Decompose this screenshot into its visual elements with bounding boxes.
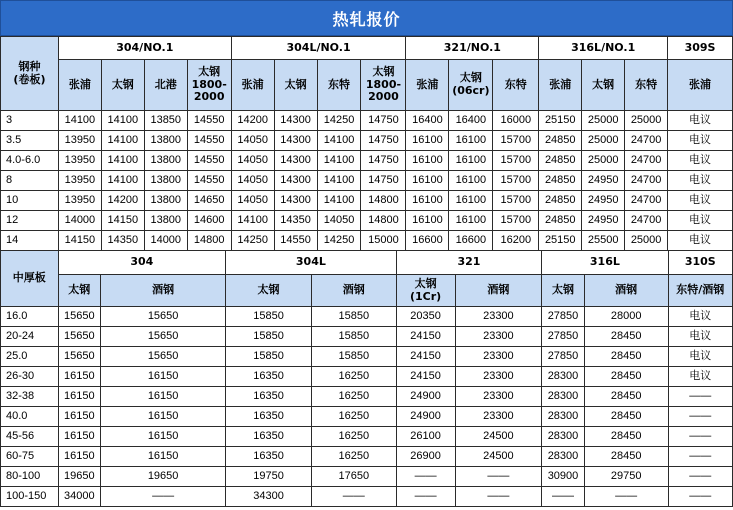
price-cell: 16000 (493, 111, 539, 131)
price-cell: 19750 (226, 467, 312, 487)
price-cell: 14250 (317, 111, 361, 131)
price-cell: 15850 (226, 307, 312, 327)
price-cell: 27850 (542, 347, 585, 367)
price-cell: 16400 (406, 111, 449, 131)
price-cell: 16150 (58, 387, 101, 407)
table-row (1, 111, 733, 131)
mill-header: 太钢 1800- 2000 (187, 60, 231, 111)
price-cell: 14100 (317, 131, 361, 151)
mill-header: 张浦 (58, 60, 101, 111)
price-cell: 28450 (584, 387, 668, 407)
price-cell: 电议 (668, 131, 733, 151)
price-cell: 15850 (311, 327, 396, 347)
price-cell: 24150 (396, 367, 455, 387)
price-cell: 16350 (226, 367, 312, 387)
price-cell: 15650 (58, 327, 101, 347)
price-cell: 14550 (187, 131, 231, 151)
thickness-cell: 26-30 (1, 367, 59, 387)
group-header: 304 (58, 251, 226, 275)
price-cell: 14100 (317, 171, 361, 191)
group-header: 304/NO.1 (58, 37, 231, 60)
price-cell: 24950 (582, 171, 625, 191)
price-cell: 24700 (625, 151, 668, 171)
price-cell: 14200 (231, 111, 274, 131)
table-row (1, 427, 733, 447)
price-cell: —— (542, 487, 585, 507)
mill-header: 北港 (144, 60, 187, 111)
price-cell: 16150 (101, 387, 226, 407)
price-cell: 24950 (582, 211, 625, 231)
table-row (1, 171, 733, 191)
price-cell: 13800 (144, 151, 187, 171)
price-cell: 15650 (58, 307, 101, 327)
row-label-steel-grade: 钢种 (卷板) (1, 37, 59, 111)
price-cell: 14550 (187, 171, 231, 191)
price-cell: 14050 (231, 171, 274, 191)
price-cell: —— (455, 467, 542, 487)
group-header: 304L (226, 251, 397, 275)
price-cell: 16100 (406, 151, 449, 171)
price-cell: 14100 (101, 171, 144, 191)
price-cell: 25000 (625, 111, 668, 131)
price-cell: 25000 (582, 151, 625, 171)
mill-header: 酒钢 (455, 275, 542, 307)
price-cell: 14150 (58, 231, 101, 251)
price-cell: 电议 (668, 151, 733, 171)
price-cell: 25150 (539, 111, 582, 131)
plate-table (0, 250, 733, 507)
thickness-cell: 8 (1, 171, 59, 191)
price-cell: 16250 (311, 427, 396, 447)
group-header: 321/NO.1 (406, 37, 539, 60)
price-cell: 电议 (668, 231, 733, 251)
price-cell: 14200 (101, 191, 144, 211)
price-cell: 15650 (58, 347, 101, 367)
price-cell: 16350 (226, 407, 312, 427)
thickness-cell: 4.0-6.0 (1, 151, 59, 171)
price-cell: 13850 (144, 111, 187, 131)
table-row (1, 467, 733, 487)
price-cell: 28300 (542, 447, 585, 467)
mill-header: 太钢 (274, 60, 317, 111)
price-cell: 15850 (226, 327, 312, 347)
price-cell: 16250 (311, 387, 396, 407)
mill-header: 太钢 (226, 275, 312, 307)
price-cell: 电议 (668, 347, 732, 367)
price-cell: 15700 (493, 211, 539, 231)
price-cell: 14250 (317, 231, 361, 251)
price-cell: 16100 (449, 191, 493, 211)
price-cell: 19650 (101, 467, 226, 487)
price-cell: 14550 (274, 231, 317, 251)
price-cell: 16150 (101, 447, 226, 467)
table-row (1, 151, 733, 171)
group-header: 316L (542, 251, 668, 275)
price-cell: 13950 (58, 171, 101, 191)
price-cell: 14050 (231, 131, 274, 151)
price-cell: 24900 (396, 387, 455, 407)
price-cell: 28300 (542, 427, 585, 447)
price-cell: 14350 (274, 211, 317, 231)
price-cell: 28450 (584, 347, 668, 367)
price-cell: 14100 (101, 151, 144, 171)
thickness-cell: 12 (1, 211, 59, 231)
price-cell: 14750 (361, 131, 406, 151)
price-cell: 15650 (101, 307, 226, 327)
price-cell: 电议 (668, 367, 732, 387)
price-cell: 14100 (101, 131, 144, 151)
price-cell: 15650 (101, 327, 226, 347)
price-cell: 24500 (455, 427, 542, 447)
price-cell: 15700 (493, 171, 539, 191)
table-row (1, 307, 733, 327)
price-cell: 24900 (396, 407, 455, 427)
table-row (1, 407, 733, 427)
price-cell: 14550 (187, 111, 231, 131)
price-cell: 14600 (187, 211, 231, 231)
price-cell: 16150 (101, 367, 226, 387)
price-cell: 16100 (449, 151, 493, 171)
table-row (1, 231, 733, 251)
price-cell: 14750 (361, 151, 406, 171)
price-cell: 16150 (58, 367, 101, 387)
price-cell: 28450 (584, 447, 668, 467)
price-cell: 14000 (58, 211, 101, 231)
price-cell: —— (396, 487, 455, 507)
price-cell: 14800 (361, 211, 406, 231)
price-cell: 34300 (226, 487, 312, 507)
sheet-title: 热轧报价 (0, 0, 733, 36)
price-cell: 14250 (231, 231, 274, 251)
price-cell: 16150 (58, 447, 101, 467)
price-cell: 14000 (144, 231, 187, 251)
price-cell: 13800 (144, 211, 187, 231)
price-cell: 16150 (58, 427, 101, 447)
mill-header: 太钢 (542, 275, 585, 307)
price-cell: 23300 (455, 347, 542, 367)
price-cell: 14650 (187, 191, 231, 211)
price-cell: 16100 (406, 191, 449, 211)
price-cell: 14800 (361, 191, 406, 211)
price-cell: 28450 (584, 367, 668, 387)
price-cell: —— (668, 427, 732, 447)
thickness-cell: 10 (1, 191, 59, 211)
mill-header: 东特 (625, 60, 668, 111)
price-cell: 23300 (455, 407, 542, 427)
thickness-cell: 100-150 (1, 487, 59, 507)
price-cell: 16100 (449, 131, 493, 151)
group-header: 310S (668, 251, 732, 275)
price-cell: 16100 (449, 211, 493, 231)
price-cell: 14750 (361, 111, 406, 131)
price-cell: 25000 (582, 131, 625, 151)
table-row (1, 447, 733, 467)
group-header: 316L/NO.1 (539, 37, 668, 60)
price-cell: 电议 (668, 191, 733, 211)
price-cell: 16150 (101, 407, 226, 427)
price-cell: 27850 (542, 307, 585, 327)
price-cell: 14300 (274, 151, 317, 171)
mill-header: 酒钢 (101, 275, 226, 307)
price-cell: 16250 (311, 447, 396, 467)
price-cell: 13800 (144, 171, 187, 191)
price-cell: 15700 (493, 151, 539, 171)
price-cell: 14100 (58, 111, 101, 131)
thickness-cell: 14 (1, 231, 59, 251)
thickness-cell: 60-75 (1, 447, 59, 467)
price-cell: 13800 (144, 131, 187, 151)
mill-header: 太钢 1800- 2000 (361, 60, 406, 111)
price-cell: 15850 (311, 347, 396, 367)
price-cell: 16250 (311, 367, 396, 387)
price-cell: 15700 (493, 191, 539, 211)
price-cell: 16350 (226, 427, 312, 447)
price-cell: 14350 (101, 231, 144, 251)
price-cell: 16100 (406, 171, 449, 191)
price-cell: 30900 (542, 467, 585, 487)
price-cell: 电议 (668, 327, 732, 347)
mill-header: 酒钢 (311, 275, 396, 307)
price-cell: 24500 (455, 447, 542, 467)
mill-header: 张浦 (539, 60, 582, 111)
price-cell: 28300 (542, 387, 585, 407)
mill-header: 酒钢 (584, 275, 668, 307)
price-cell: 16600 (449, 231, 493, 251)
mill-header: 东特/酒钢 (668, 275, 732, 307)
price-cell: 16350 (226, 387, 312, 407)
table-row (1, 327, 733, 347)
price-cell: 24150 (396, 327, 455, 347)
group-header: 304L/NO.1 (231, 37, 406, 60)
price-cell: 13800 (144, 191, 187, 211)
price-cell: 24850 (539, 151, 582, 171)
price-cell: 16400 (449, 111, 493, 131)
thickness-cell: 3.5 (1, 131, 59, 151)
price-cell: —— (455, 487, 542, 507)
price-cell: 14100 (231, 211, 274, 231)
table-row (1, 211, 733, 231)
price-cell: 16250 (311, 407, 396, 427)
price-cell: 14550 (187, 151, 231, 171)
price-cell: 25000 (582, 111, 625, 131)
price-cell: 16350 (226, 447, 312, 467)
price-cell: 14050 (231, 151, 274, 171)
price-cell: 14100 (101, 111, 144, 131)
price-cell: 34000 (58, 487, 101, 507)
price-cell: 26900 (396, 447, 455, 467)
price-cell: 24700 (625, 191, 668, 211)
price-cell: 15000 (361, 231, 406, 251)
price-cell: 24150 (396, 347, 455, 367)
price-cell: 26100 (396, 427, 455, 447)
price-cell: 电议 (668, 307, 732, 327)
price-cell: 25500 (582, 231, 625, 251)
price-cell: —— (311, 487, 396, 507)
price-cell: 14300 (274, 111, 317, 131)
price-cell: 13950 (58, 131, 101, 151)
price-cell: —— (668, 447, 732, 467)
price-cell: 16100 (449, 171, 493, 191)
mill-header: 太钢 (101, 60, 144, 111)
price-cell: 28300 (542, 367, 585, 387)
price-cell: —— (584, 487, 668, 507)
price-cell: 28450 (584, 327, 668, 347)
price-cell: 24700 (625, 171, 668, 191)
price-cell: 23300 (455, 307, 542, 327)
table-row (1, 367, 733, 387)
thickness-cell: 45-56 (1, 427, 59, 447)
price-cell: 14100 (317, 151, 361, 171)
table-row (1, 191, 733, 211)
table-row (1, 387, 733, 407)
price-cell: 23300 (455, 387, 542, 407)
thickness-cell: 40.0 (1, 407, 59, 427)
mill-header: 张浦 (668, 60, 733, 111)
price-cell: 27850 (542, 327, 585, 347)
price-cell: 电议 (668, 171, 733, 191)
price-cell: 15650 (101, 347, 226, 367)
price-cell: 电议 (668, 211, 733, 231)
price-cell: 14050 (231, 191, 274, 211)
price-cell: 15850 (311, 307, 396, 327)
thickness-cell: 25.0 (1, 347, 59, 367)
price-cell: 电议 (668, 111, 733, 131)
group-header: 321 (396, 251, 542, 275)
thickness-cell: 3 (1, 111, 59, 131)
thickness-cell: 16.0 (1, 307, 59, 327)
mill-header: 太钢 (1Cr) (396, 275, 455, 307)
price-cell: 24700 (625, 211, 668, 231)
price-cell: 24950 (582, 191, 625, 211)
price-cell: 24700 (625, 131, 668, 151)
price-cell: —— (396, 467, 455, 487)
row-label-plate: 中厚板 (1, 251, 59, 307)
price-cell: 14800 (187, 231, 231, 251)
price-cell: 28300 (542, 407, 585, 427)
price-cell: 28450 (584, 407, 668, 427)
price-cell: 16100 (406, 211, 449, 231)
price-cell: —— (668, 467, 732, 487)
table-row (1, 131, 733, 151)
price-cell: 23300 (455, 327, 542, 347)
price-cell: 24850 (539, 171, 582, 191)
mill-header: 太钢 (58, 275, 101, 307)
price-cell: 14100 (317, 191, 361, 211)
price-cell: 28000 (584, 307, 668, 327)
price-cell: 14050 (317, 211, 361, 231)
price-cell: 24850 (539, 131, 582, 151)
thickness-cell: 20-24 (1, 327, 59, 347)
price-cell: 20350 (396, 307, 455, 327)
price-cell: 14750 (361, 171, 406, 191)
price-cell: —— (101, 487, 226, 507)
price-cell: 15850 (226, 347, 312, 367)
price-cell: 17650 (311, 467, 396, 487)
price-cell: 16150 (58, 407, 101, 427)
hot-rolled-table (0, 36, 733, 251)
mill-header: 太钢 (582, 60, 625, 111)
mill-header: 东特 (317, 60, 361, 111)
table-row (1, 347, 733, 367)
mill-header: 张浦 (231, 60, 274, 111)
price-cell: 24850 (539, 191, 582, 211)
thickness-cell: 32-38 (1, 387, 59, 407)
price-cell: 16150 (101, 427, 226, 447)
price-cell: —— (668, 487, 732, 507)
mill-header: 张浦 (406, 60, 449, 111)
price-cell: —— (668, 387, 732, 407)
thickness-cell: 80-100 (1, 467, 59, 487)
mill-header: 东特 (493, 60, 539, 111)
price-cell: 14150 (101, 211, 144, 231)
group-header: 309S (668, 37, 733, 60)
price-cell: 13950 (58, 151, 101, 171)
price-cell: 29750 (584, 467, 668, 487)
price-cell: 14300 (274, 191, 317, 211)
price-cell: 15700 (493, 131, 539, 151)
price-cell: 13950 (58, 191, 101, 211)
price-cell: 16600 (406, 231, 449, 251)
price-cell: 23300 (455, 367, 542, 387)
price-cell: 24850 (539, 211, 582, 231)
price-cell: 25000 (625, 231, 668, 251)
price-cell: 25150 (539, 231, 582, 251)
table-row (1, 487, 733, 507)
price-cell: 14300 (274, 131, 317, 151)
price-cell: 14300 (274, 171, 317, 191)
mill-header: 太钢 (06cr) (449, 60, 493, 111)
price-cell: 16200 (493, 231, 539, 251)
price-cell: —— (668, 407, 732, 427)
price-cell: 16100 (406, 131, 449, 151)
price-cell: 19650 (58, 467, 101, 487)
price-cell: 28450 (584, 427, 668, 447)
